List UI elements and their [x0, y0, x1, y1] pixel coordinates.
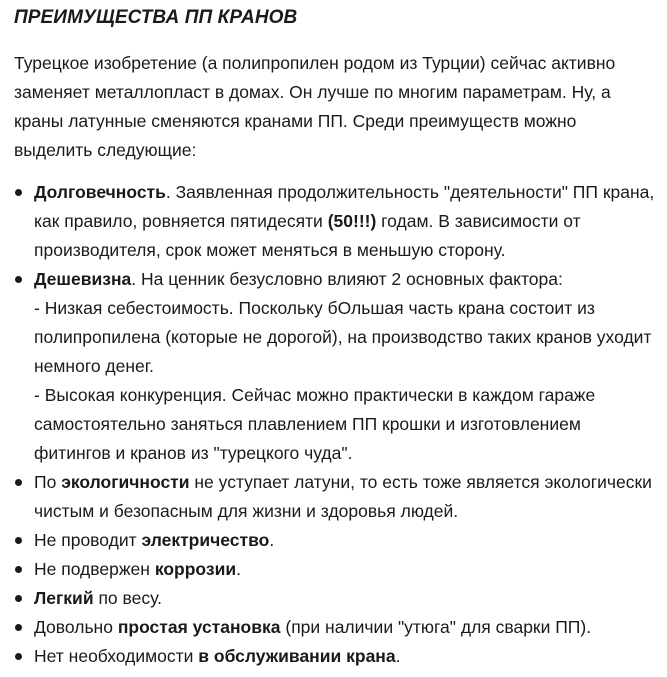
sub-point-competition: - Высокая конкуренция. Сейчас можно практически в каждом гараже самостоятельно заняться плавлением ПП крошки и изготовлением фитингов и кранов из "турецкого чуда".: [34, 385, 596, 463]
item-pre: Нет необходимости: [34, 646, 199, 666]
item-bold: Легкий: [34, 588, 94, 608]
item-bold-number: (50!!!): [327, 211, 377, 231]
section-heading: ПРЕИМУЩЕСТВА ПП КРАНОВ: [14, 7, 298, 28]
list-item-durability: [0, 178, 655, 265]
intro-paragraph: Турецкое изобретение (а полипропилен родом из Турции) сейчас активно заменяет металлопласт в домах. Он лучше по многим параметрам. Ну, а краны латунные сменяются кранами ПП. Среди преимуществ можно выделить следующие:: [14, 53, 616, 160]
list-item-maintenance: [0, 642, 655, 671]
sub-point-low-cost: - Низкая себестоимость. Поскольку бОльшая часть крана состоит из полипропилена (которые не дорогой), на производство таких кранов уходит немного денег.: [34, 298, 652, 376]
item-text: .: [395, 646, 401, 666]
item-bold: коррозии: [154, 559, 237, 579]
item-text: .: [236, 559, 241, 579]
item-bold: простая установка: [117, 617, 281, 637]
item-text: .: [269, 530, 275, 550]
list-item-ecology: [0, 468, 655, 526]
item-text: . Заявленная продолжительность "деятельности" ПП крана, как правило, ровняется пятидесяти: [34, 182, 655, 231]
list-item-corrosion: [0, 555, 655, 584]
item-text: не уступает латуни, то есть тоже является экологически чистым и безопасным для жизни и здоровья людей.: [34, 472, 652, 521]
list-item-installation: [0, 613, 655, 642]
item-pre: Не подвержен: [34, 559, 155, 579]
item-pre: По: [34, 472, 62, 492]
item-text-cont: годам. В зависимости от производителя, срок может меняться в меньшую сторону.: [34, 211, 581, 260]
item-bold: Дешевизна: [34, 269, 132, 289]
item-bold: в обслуживании крана: [198, 646, 396, 666]
list-item-cheapness: [0, 265, 655, 468]
item-pre: Не проводит: [34, 530, 142, 550]
item-bold: электричество: [141, 530, 270, 550]
item-bold: экологичности: [61, 472, 190, 492]
list-item-electricity: [0, 526, 655, 555]
item-pre: Довольно: [34, 617, 118, 637]
item-text: . На ценник безусловно влияют 2 основных фактора:: [131, 269, 563, 289]
item-text: по весу.: [93, 588, 162, 608]
list-item-weight: [0, 584, 655, 613]
item-bold: Долговечность: [34, 182, 166, 202]
advantages-list: [0, 178, 655, 671]
item-text: (при наличии "утюга" для сварки ПП).: [280, 617, 592, 637]
